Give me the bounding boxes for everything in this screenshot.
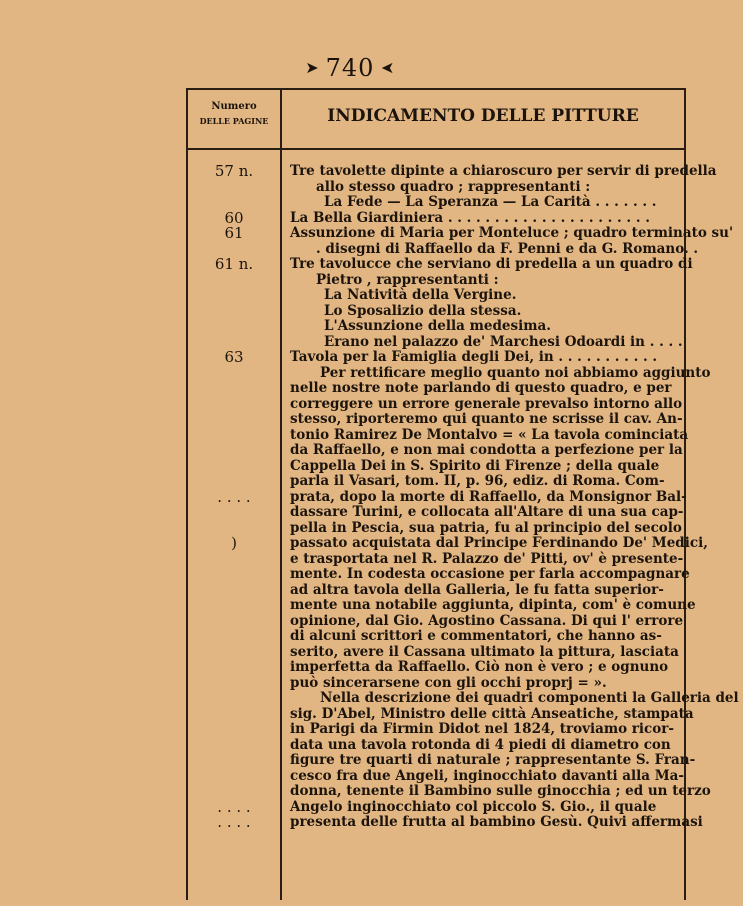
page-ref: ) xyxy=(231,534,237,552)
painting-text: presenta delle frutta al bambino Gesù. Quivi affermasi xyxy=(290,814,703,830)
table-row xyxy=(188,364,711,382)
page-ref xyxy=(188,288,280,304)
table-row xyxy=(188,397,684,413)
table-row xyxy=(188,597,696,614)
page-number xyxy=(0,54,700,82)
painting-text: cesco fra due Angeli, inginocchiato davanti alla Ma- xyxy=(290,767,685,784)
page-ref: 57 n. xyxy=(214,162,254,180)
painting-text: data una tavola rotonda di 4 piedi di diametro con xyxy=(290,736,671,753)
painting-text: Cappella Dei in S. Spirito di Firenze ; della quale xyxy=(290,457,660,474)
painting-text: dassare Turini, e collocata all'Altare di una sua cap- xyxy=(290,504,684,520)
page-ref xyxy=(188,552,280,568)
page-ref xyxy=(188,598,280,614)
page-ref xyxy=(188,645,280,661)
painting-text: Pietro , rappresentanti : xyxy=(316,271,499,288)
painting-text: Tre tavolette dipinte a chiaroscuro per servir di predella xyxy=(290,163,717,179)
table-row xyxy=(188,629,684,645)
page-number-value: 740 xyxy=(325,54,375,82)
painting-text: L'Assunzione della medesima. xyxy=(324,318,551,334)
header-col-pages-line2: DELLE PAGINE xyxy=(199,116,269,126)
page-ref xyxy=(188,769,280,785)
table-row xyxy=(188,350,684,366)
painting-text: . disegni di Raffaello da F. Penni e da G. Romano. . xyxy=(316,240,699,257)
painting-text: Assunzione di Maria per Monteluce ; quadro terminato su' xyxy=(290,225,734,241)
table-row xyxy=(188,381,684,397)
arrow-left-icon: ➤ xyxy=(380,58,395,77)
table-row xyxy=(188,180,684,196)
page-ref xyxy=(188,660,280,676)
table-row xyxy=(188,552,684,568)
page-ref xyxy=(188,707,280,723)
painting-text: stesso, riporteremo qui quanto ne scrisse il cav. An- xyxy=(290,411,683,427)
table-row xyxy=(188,443,684,459)
table-row xyxy=(188,738,684,754)
painting-text: serito, avere il Cassana ultimato la pittura, lasciata xyxy=(290,643,679,660)
page-ref: 61 n. xyxy=(214,255,254,273)
page-ref xyxy=(188,304,280,320)
page-ref xyxy=(188,738,280,754)
table-row xyxy=(188,645,684,661)
painting-text: opinione, dal Gio. Agostino Cassana. Di qui l' errore xyxy=(290,612,684,629)
painting-text: La Natività della Vergine. xyxy=(324,287,517,303)
table-row xyxy=(188,335,684,351)
table-row xyxy=(188,783,711,800)
arrow-right-icon: ➤ xyxy=(305,58,320,77)
page-ref xyxy=(188,567,280,583)
painting-text: e trasportata nel R. Palazzo de' Pitti, ov' è presente- xyxy=(290,550,684,567)
painting-text: allo stesso quadro ; rappresentanti : xyxy=(316,178,591,195)
table-row xyxy=(188,676,684,692)
table-row xyxy=(188,505,684,521)
page-ref xyxy=(188,319,280,335)
table-row xyxy=(188,566,690,583)
table-row xyxy=(188,797,684,816)
painting-text: Angelo inginocchiato col piccolo S. Gio., il quale xyxy=(290,798,657,815)
page-ref xyxy=(188,273,280,289)
table-row xyxy=(188,614,684,630)
painting-text: Per rettificare meglio quanto noi abbiamo aggiunto xyxy=(320,364,711,381)
painting-text: di alcuni scrittori e commentatori, che hanno as- xyxy=(290,628,662,644)
page-ref: 60 xyxy=(224,208,244,227)
painting-text: Erano nel palazzo de' Marchesi Odoardi in . . . . xyxy=(324,333,683,350)
page-ref xyxy=(188,629,280,645)
table-row xyxy=(188,304,684,320)
painting-text: tonio Ramirez De Montalvo = « La tavola cominciata xyxy=(290,426,689,443)
table-body xyxy=(188,162,739,831)
table-row xyxy=(188,224,734,242)
painting-text: ad altra tavola della Galleria, le fu fatta superior- xyxy=(290,581,664,598)
painting-text: pella in Pescia, sua patria, fu al principio del secolo xyxy=(290,519,682,536)
table-row xyxy=(188,240,699,258)
painting-text: correggere un errore generale prevalso intorno allo xyxy=(290,395,683,412)
table-row xyxy=(188,426,689,444)
painting-text: sig. D'Abel, Ministro delle città Anseatiche, stampata xyxy=(290,705,694,722)
page-ref xyxy=(188,614,280,630)
page-ref: . . . . xyxy=(217,797,251,816)
page-ref xyxy=(188,443,280,459)
table-row xyxy=(188,474,684,490)
table-row xyxy=(188,288,684,304)
table-row xyxy=(188,769,684,785)
header-col-pages-line1: Numero xyxy=(211,101,257,112)
page-ref xyxy=(188,366,280,382)
table-row xyxy=(188,705,694,723)
painting-text: passato acquistata dal Principe Ferdinando De' Medici, xyxy=(290,535,708,551)
table-row xyxy=(188,487,687,506)
table-row xyxy=(188,722,684,738)
page-ref xyxy=(188,428,280,444)
table-row xyxy=(188,813,703,831)
painting-text: imperfetta da Raffaello. Ciò non è vero ; e ognuno xyxy=(290,659,669,675)
page-ref xyxy=(188,180,280,196)
table-row xyxy=(188,660,684,676)
table-row xyxy=(188,195,684,211)
paintings-table xyxy=(186,88,739,900)
painting-text: può sincerarsene con gli occhi proprj = ». xyxy=(290,674,607,691)
header-divider xyxy=(188,148,684,150)
header-col-paintings: INDICAMENTO DELLE PITTURE xyxy=(327,106,639,126)
header-col-pages xyxy=(188,100,280,128)
painting-text: prata, dopo la morte di Raffaello, da Monsignor Bal- xyxy=(290,488,687,505)
page-ref: . . . . xyxy=(217,813,251,831)
table-row xyxy=(188,583,684,599)
table-row xyxy=(188,255,693,273)
page-ref: 63 xyxy=(224,348,244,366)
table-row xyxy=(188,319,684,335)
painting-text: parla il Vasari, tom. II, p. 96, ediz. di Roma. Com- xyxy=(290,473,665,489)
painting-text: La Fede — La Speranza — La Carità . . . . . . . xyxy=(324,194,657,210)
table-row xyxy=(188,521,684,537)
page-ref xyxy=(188,397,280,413)
page-ref xyxy=(188,459,280,475)
table-row xyxy=(188,752,696,769)
page-ref xyxy=(188,381,280,397)
table-row xyxy=(188,412,684,428)
page-ref: 61 xyxy=(224,224,244,242)
table-row xyxy=(188,273,684,289)
painting-text: Nella descrizione dei quadri componenti la Galleria del xyxy=(320,690,739,706)
painting-text: in Parigi da Firmin Didot nel 1824, troviamo ricor- xyxy=(290,721,674,737)
page-ref xyxy=(188,583,280,599)
painting-text: Tavola per la Famiglia degli Dei, in . . . . . . . . . . . xyxy=(290,349,658,365)
page-ref xyxy=(188,412,280,428)
painting-text: mente una notabile aggiunta, dipinta, com' è comune xyxy=(290,597,696,613)
page-ref xyxy=(188,676,280,692)
table-row xyxy=(188,208,684,227)
painting-text: Lo Sposalizio della stessa. xyxy=(324,302,522,319)
page-ref xyxy=(188,753,280,769)
painting-text: Tre tavolucce che serviano di predella a un quadro di xyxy=(290,256,693,272)
table-row xyxy=(188,459,684,475)
table-row xyxy=(188,690,739,707)
painting-text: figure tre quarti di naturale ; rappresentante S. Fran- xyxy=(290,752,696,768)
page-ref xyxy=(188,691,280,707)
painting-text: donna, tenente il Bambino sulle ginocchia ; ed un terzo xyxy=(290,783,711,799)
painting-text: nelle nostre note parlando di questo quadro, e per xyxy=(290,380,672,396)
page-ref xyxy=(188,505,280,521)
painting-text: mente. In codesta occasione per farla accompagnare xyxy=(290,566,690,582)
page-ref xyxy=(188,722,280,738)
painting-text: da Raffaello, e non mai condotta a perfezione per la xyxy=(290,442,683,458)
page-ref: . . . . xyxy=(217,487,251,506)
table-row xyxy=(188,534,708,552)
table-row xyxy=(188,162,717,180)
painting-text: La Bella Giardiniera . . . . . . . . . . . . . . . . . . . . . . xyxy=(290,209,650,226)
